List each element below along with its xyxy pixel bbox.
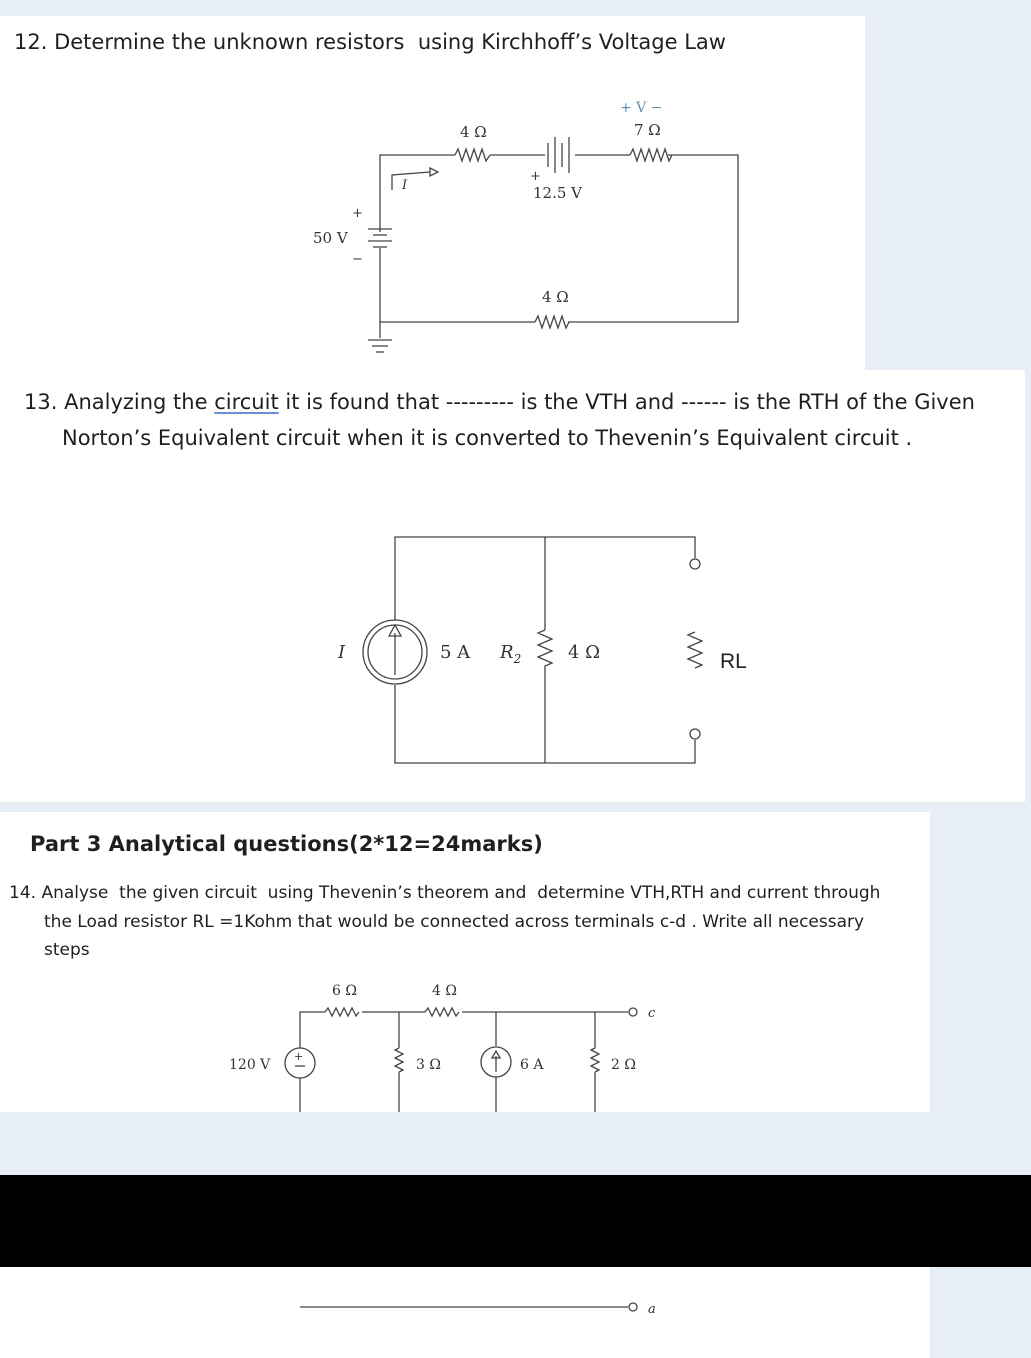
r-bottom-label: 4 Ω [542, 288, 569, 306]
source-5a-label: 5 A [440, 642, 471, 663]
part3-heading: Part 3 Analytical questions(2*12=24marks) [30, 832, 543, 856]
resistor-3ohm-icon [395, 1048, 403, 1072]
source-i-label: I [338, 642, 346, 663]
q12-minus-label: − [352, 252, 363, 267]
r2-subscript: 2 [513, 652, 522, 666]
redaction-bar [0, 1175, 1031, 1267]
current-arrow-icon [392, 168, 438, 190]
q13-circuit [337, 537, 747, 763]
source-50v-label: 50 V [313, 229, 348, 247]
q13-question-line2: Norton’s Equivalent circuit when it is converted to Thevenin’s Equivalent circuit . [62, 426, 913, 450]
r2-name: R [500, 642, 514, 663]
q13-suffix: it is found that --------- is the VTH and ------ is the RTH of the Given [278, 390, 975, 414]
battery-12v-icon [548, 137, 569, 173]
r1-label: 6 Ω [332, 983, 357, 999]
r-top-right-label: 7 Ω [634, 121, 661, 139]
r2-value-label: 4 Ω [568, 642, 601, 663]
resistor-2ohm-icon [591, 1048, 599, 1072]
resistor-6ohm-icon [325, 1008, 359, 1016]
rl-label: RL [720, 650, 747, 673]
terminal-bottom-icon [690, 729, 700, 739]
resistor-4ohm-top-icon [455, 149, 490, 161]
battery-12v-label: 12.5 V [533, 184, 582, 202]
ground-icon [368, 340, 392, 352]
source-120v-label: 120 V [229, 1057, 271, 1073]
terminal-top-icon [690, 559, 700, 569]
r4-label: 2 Ω [611, 1057, 636, 1073]
terminal-a-label: a [648, 1302, 656, 1317]
resistor-4ohm-q14-icon [425, 1008, 459, 1016]
resistor-4ohm-bottom-icon [535, 316, 569, 328]
r-top-left-label: 4 Ω [460, 123, 487, 141]
q12-plus-label: + [352, 206, 363, 221]
current-label: I [402, 178, 408, 193]
q14-line2: the Load resistor RL =1Kohm that would be connected across terminals c-d . Write all necessary [44, 912, 865, 932]
current-source-icon [363, 620, 427, 684]
voltage-v-label: + V − [620, 100, 663, 116]
r3-label: 3 Ω [416, 1057, 441, 1073]
terminal-a-icon [629, 1303, 637, 1311]
load-resistor-icon [688, 632, 702, 668]
battery-plus-label: + [530, 169, 541, 184]
vs-plus: + [294, 1050, 304, 1063]
q13-prefix: 13. Analyzing the [24, 390, 215, 414]
q12-question: 12. Determine the unknown resistors using Kirchhoff’s Voltage Law [14, 30, 726, 54]
terminal-c-icon [629, 1008, 637, 1016]
source-6a-label: 6 A [520, 1057, 544, 1073]
q14-line3: steps [44, 940, 90, 960]
r2-name-label [499, 642, 521, 666]
resistor-7ohm-icon [630, 149, 672, 161]
terminal-c-label: c [648, 1006, 656, 1021]
q12-circuit [313, 100, 738, 352]
r2-q14-label: 4 Ω [432, 983, 457, 999]
resistor-r2-icon [538, 630, 552, 670]
q14-line1: 14. Analyse the given circuit using Thevenin’s theorem and determine VTH,RTH and current through [9, 883, 881, 903]
circuit-link[interactable]: circuit [214, 390, 279, 414]
